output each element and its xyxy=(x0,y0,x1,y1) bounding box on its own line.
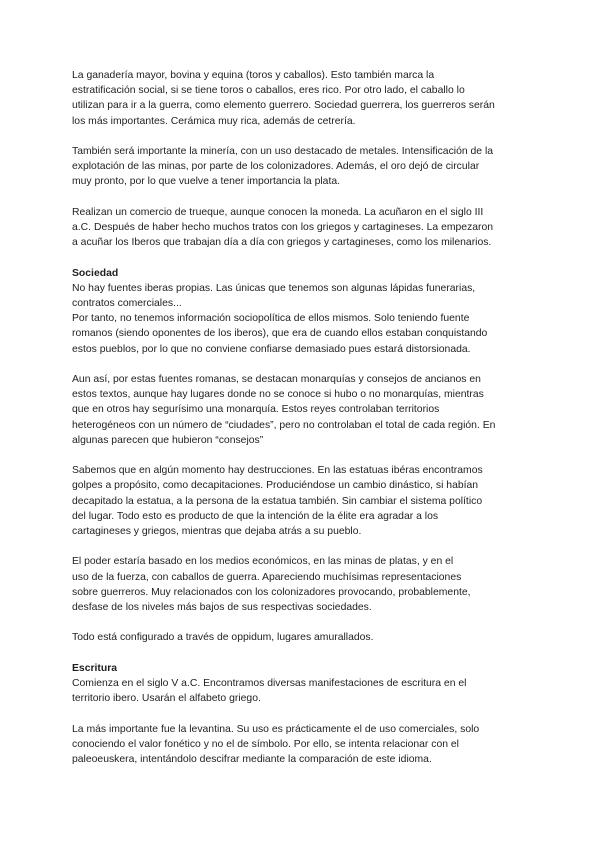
text-line: a acuñar los Iberos que trabajan día a día con griegos y cartagineses, como los milenarios. xyxy=(72,237,492,249)
text-line: También será importante la minería, con un uso destacado de metales. Intensificación de la xyxy=(72,146,494,157)
section-escritura xyxy=(72,661,534,767)
text-line: que en otros hay segurísimo una monarquía. Estos reyes controlaban territorios xyxy=(72,404,440,416)
text-line: territorio ibero. Usarán el alfabeto griego. xyxy=(72,693,261,705)
paragraph-mineria xyxy=(72,144,534,190)
text-line: Sabemos que en algún momento hay destrucciones. En las estatuas ibéras encontramos xyxy=(72,465,483,477)
text-line: Todo está configurado a través de oppidum, lugares amurallados. xyxy=(72,632,374,644)
text-line: estratificación social, si se tiene toros o caballos, eres rico. Por otro lado, el caballo lo xyxy=(72,85,465,97)
text-line: No hay fuentes iberas propias. Las únicas que tenemos son algunas lápidas funerarias, xyxy=(72,282,476,294)
text-line: Realizan un comercio de trueque, aunque conocen la moneda. La acuñaron en el siglo III xyxy=(72,206,484,218)
text-line: estos textos, aunque hay lugares donde no se conoce si hubo o no monarquías, mientras xyxy=(72,389,484,401)
text-line: explotación de las minas, por parte de los colonizadores. Además, el oro dejó de circular xyxy=(72,161,480,173)
text-line: estos pueblos, por lo que no conviene confiarse demasiado pues estará distorsionada. xyxy=(72,343,471,355)
text-line: heterogéneos con un número de “ciudades”, pero no controlaban el total de cada región. En xyxy=(72,419,496,431)
section-heading-escritura: Escritura xyxy=(72,662,118,674)
text-line: La ganadería mayor, bovina y equina (toros y caballos). Esto también marca la xyxy=(72,70,435,81)
text-line: sobre guerreros. Muy relacionados con los colonizadores provocando, probablemente, xyxy=(72,586,471,598)
paragraph-oppidum xyxy=(72,630,534,645)
text-line: muy pronto, por lo que vuelve a tener importancia la plata. xyxy=(72,176,341,188)
text-line: utilizan para ir a la guerra, como elemento guerrero. Sociedad guerrera, los guerreros serán xyxy=(72,100,495,112)
text-line: a.C. Después de haber hecho muchos tratos con los griegos y cartagineses. La empezaron xyxy=(72,222,494,233)
text-line: Aun así, por estas fuentes romanas, se destacan monarquías y consejos de ancianos en xyxy=(72,374,481,385)
text-line: paleoeuskera, intentándolo descifrar mediante la comparación de este idioma. xyxy=(72,754,432,765)
paragraph-comienza xyxy=(72,676,534,706)
text-line: El poder estaría basado en los medios económicos, en las minas de platas, y en el xyxy=(72,556,454,568)
text-line: cartagineses y griegos, mientras que dejaba atrás a su pueblo. xyxy=(72,526,362,538)
text-line: algunas parecen que hubieron “consejos” xyxy=(72,434,264,446)
text-line: del lugar. Todo esto es producto de que la intención de la élite era agradar a los xyxy=(72,510,439,522)
paragraph-fuentes xyxy=(72,281,534,357)
text-line: contratos comerciales... xyxy=(72,298,182,309)
paragraph-ganaderia xyxy=(72,68,534,129)
paragraph-poder xyxy=(72,554,534,615)
text-line: La más importante fue la levantina. Su uso es prácticamente el de uso comerciales, solo xyxy=(72,723,480,735)
paragraph-monarquias xyxy=(72,372,534,448)
text-line: conociendo el valor fonético y no el de símbolo. Por ello, se intenta relacionar con el xyxy=(72,738,459,750)
text-line: desfase de los niveles más bajos de sus respectivas sociedades. xyxy=(72,602,372,614)
document-page xyxy=(72,68,534,782)
section-heading-sociedad: Sociedad xyxy=(72,267,119,279)
text-line: uso de la fuerza, con caballos de guerra. Apareciendo muchísimas representaciones xyxy=(72,571,462,583)
section-sociedad xyxy=(72,266,534,646)
text-line: golpes a propósito, como decapitaciones. Produciéndose un cambio dinástico, si habían xyxy=(72,480,479,492)
text-line: los más importantes. Cerámica muy rica, además de cetrería. xyxy=(72,115,356,127)
text-line: Por tanto, no tenemos información sociopolítica de ellos mismos. Solo teniendo fuente xyxy=(72,313,470,325)
text-line: Comienza en el siglo V a.C. Encontramos diversas manifestaciones de escritura en el xyxy=(72,678,467,689)
text-line: decapitado la estatua, a la persona de la estatua también. Sin cambiar el sistema político xyxy=(72,495,483,507)
paragraph-levantina xyxy=(72,722,534,768)
paragraph-destrucciones xyxy=(72,463,534,539)
paragraph-comercio xyxy=(72,205,534,251)
text-line: romanos (siendo oponentes de los iberos), que era de cuando ellos estaban conquistando xyxy=(72,328,488,340)
